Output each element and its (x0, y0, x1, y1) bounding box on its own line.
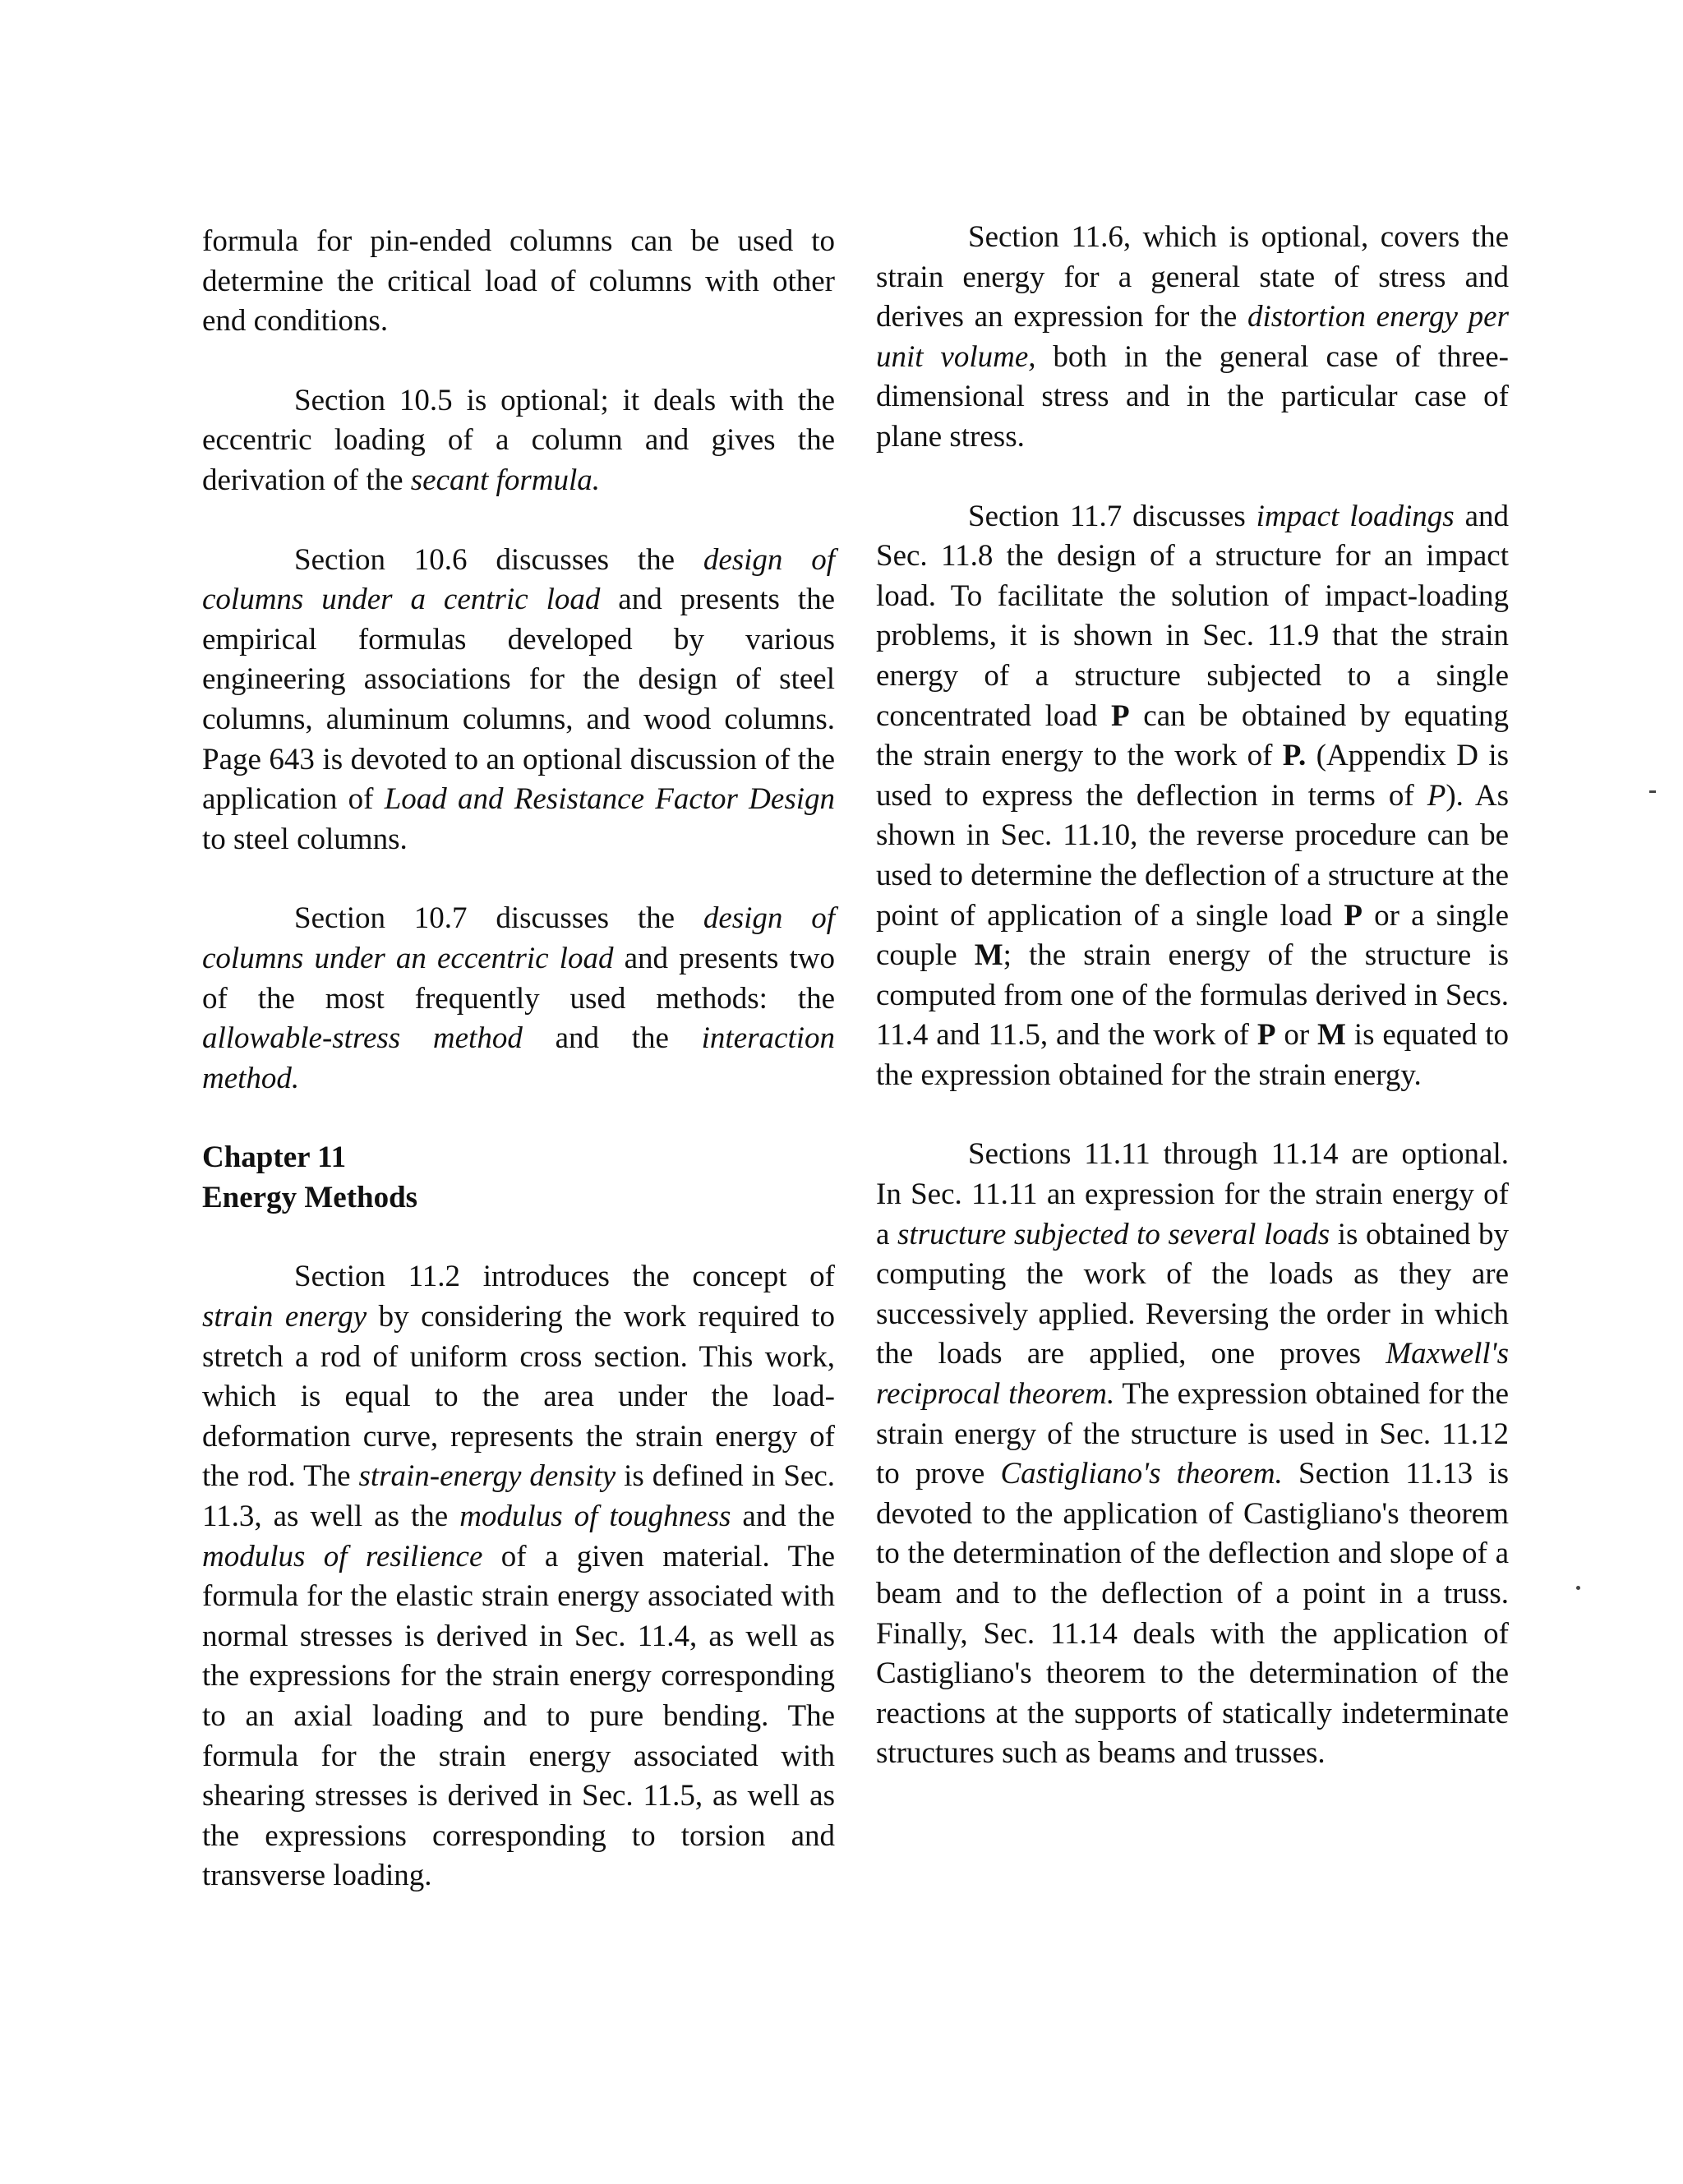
bold-symbol: P. (1282, 739, 1307, 773)
italic-term: modulus of toughness (459, 1500, 731, 1534)
italic-term: interaction method. (202, 1021, 836, 1095)
paragraph-section-11-2 (202, 1257, 835, 1896)
paragraph-text: of a given material. The formula for the elastic strain energy associated with normal stresses is derived in Sec. 11.4, as well as the expressions for the strain energy corresponding to an axial loading and to pure bending. The formula for the strain energy associated with shearing stresses is derived in Sec. 11.5, as well as the expressions corresponding to torsion and transverse loading. (202, 1539, 835, 1893)
chapter-heading (202, 1138, 835, 1218)
paragraph-section-11-7 (876, 497, 1509, 1096)
paragraph-text: is equated to the expression obtained for the strain energy. (876, 1018, 1509, 1092)
bold-symbol: P (1111, 698, 1130, 733)
paragraph-text: is obtained by computing the work of the loads as they are successively applied. Reversing the order in which the loads are applied, one proves (876, 1217, 1509, 1371)
scan-mark (1576, 1586, 1580, 1590)
paragraph-text: and presents two of the most frequently used methods: the (202, 941, 835, 1016)
italic-term: strain energy (202, 1300, 367, 1334)
paragraph-text: by considering the work required to stretch a rod of uniform cross section. This work, which is equal to the area under the load-deformation curve, represents the strain energy of the rod. The (202, 1300, 835, 1494)
bold-symbol: P (1344, 898, 1363, 933)
italic-term: secant formula. (410, 463, 600, 497)
paragraph-text: to steel columns. (202, 822, 408, 856)
chapter-number: Chapter 11 (202, 1140, 347, 1175)
paragraph-text: Sections 11.11 through 11.14 are optional. In Sec. 11.11 an expression for the strain energy of a (876, 1137, 1509, 1251)
paragraph-section-10-5 (202, 381, 835, 501)
italic-symbol: P (1427, 778, 1446, 813)
italic-term: Castigliano's theorem. (1000, 1457, 1283, 1491)
italic-term: Maxwell's reciprocal theorem. (876, 1337, 1509, 1412)
paragraph-text: (Appendix D is used to express the deflection in terms of (876, 739, 1509, 813)
bold-symbol: P (1256, 1018, 1276, 1053)
italic-term: Load and Resistance Factor Design (384, 782, 835, 817)
italic-term: strain-energy density (358, 1459, 616, 1494)
bold-symbol: M (974, 938, 1003, 973)
paragraph-text: ). As shown in Sec. 11.10, the reverse procedure can be used to determine the deflection of a structure at the point of application of a single load (876, 778, 1510, 933)
paragraph-text: or (1275, 1018, 1317, 1053)
italic-term: design of columns under an eccentric load (202, 901, 835, 975)
paragraph-text: is defined in Sec. 11.3, as well as the (202, 1459, 835, 1534)
left-column (202, 222, 835, 1936)
italic-term: structure subjected to several loads (897, 1217, 1330, 1251)
paragraph-text: both in the general case of three-dimensional stress and in the particular case of plane stress. (876, 339, 1509, 454)
chapter-title: Energy Methods (202, 1180, 418, 1214)
italic-term: distortion energy per unit volume, (876, 300, 1510, 374)
paragraph-text: Section 11.7 discusses (968, 499, 1256, 533)
paragraph-text: or a single couple (876, 898, 1510, 973)
paragraph-text: The expression obtained for the strain energy of the structure is used in Sec. 11.12 to prove (876, 1377, 1509, 1491)
italic-term: impact loadings (1256, 499, 1455, 533)
paragraph-text: ; the strain energy of the structure is computed from one of the formulas derived in Secs. 11.4 and 11.5, and the work of (876, 938, 1509, 1053)
paragraph-section-10-6 (202, 541, 835, 860)
paragraph-sections-11-11-to-11-14 (876, 1135, 1509, 1774)
scan-mark (1649, 790, 1656, 793)
paragraph-column-formula (202, 222, 835, 342)
paragraph-text: and the (731, 1500, 835, 1534)
paragraph-text: Section 11.6, which is optional, covers the strain energy for a general state of stress and derives an expression for the (876, 220, 1509, 334)
paragraph-section-10-7 (202, 899, 835, 1099)
paragraph-text: Section 10.7 discusses the (294, 901, 703, 936)
paragraph-text: can be obtained by equating the strain energy to the work of (876, 698, 1509, 773)
paragraph-section-11-6 (876, 218, 1509, 458)
paragraph-text: Section 10.5 is optional; it deals with the eccentric loading of a column and gives the derivation of the (202, 383, 835, 497)
bold-symbol: M (1317, 1018, 1346, 1053)
paragraph-text: and presents the empirical formulas developed by various engineering associations for the design of steel columns, aluminum columns, and wood columns. Page 643 is devoted to an optional discussion of the application of (202, 583, 835, 817)
paragraph-text: Section 11.13 is devoted to the application of Castigliano's theorem to the determination of the deflection and slope of a beam and to the deflection of a point in a truss. Finally, Sec. 11.14 deals with the application of Castigliano's theorem to the determination of the reactions at the supports of statically indeterminate structures such as beams and trusses. (876, 1457, 1509, 1771)
paragraph-text: formula for pin-ended columns can be used to determine the critical load of columns with other end conditions. (202, 224, 835, 339)
right-column (876, 222, 1509, 1813)
italic-term: modulus of resilience (202, 1539, 483, 1573)
paragraph-text: Section 10.6 discusses the (294, 542, 703, 577)
paragraph-text: and the (522, 1021, 702, 1056)
paragraph-text: and Sec. 11.8 the design of a structure for an impact load. To facilitate the solution of impact-loading problems, it is shown in Sec. 11.9 that the strain energy of a structure subjected to a single concentrated load (876, 499, 1509, 733)
paragraph-text: Section 11.2 introduces the concept of (294, 1260, 835, 1294)
italic-term: design of columns under a centric load (202, 542, 835, 617)
italic-term: allowable-stress method (202, 1021, 523, 1056)
